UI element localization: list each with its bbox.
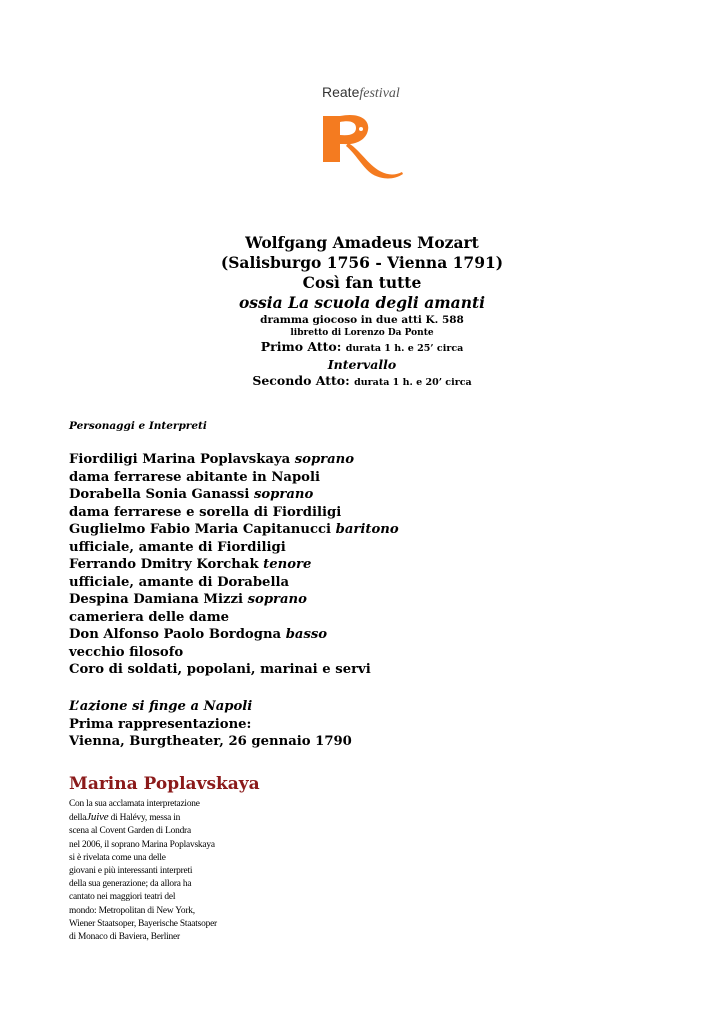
cast-name: Fiordiligi Marina Poplavskaya — [69, 452, 291, 467]
logo-dot — [359, 127, 363, 131]
bio-line: nel 2006, il soprano Marina Poplavskaya — [69, 839, 215, 850]
cast-line — [69, 504, 669, 522]
cast-name: Despina Damiana Mizzi — [69, 592, 244, 607]
premiere-info: Vienna, Burgtheater, 26 gennaio 1790 — [69, 734, 352, 749]
cast-line — [69, 539, 669, 557]
cast-line — [69, 626, 669, 644]
cast-line — [69, 451, 669, 469]
opera-subtitle: ossia La scuola degli amanti — [238, 293, 486, 312]
bio-line — [69, 811, 217, 825]
setting-place: L’azione si finge a Napoli — [69, 699, 253, 714]
composer-name: Wolfgang Amadeus Mozart — [245, 233, 479, 252]
bio-title: Marina Poplavskaya — [69, 774, 260, 794]
libretto-credit: libretto di Lorenzo Da Ponte — [290, 328, 434, 338]
bio-opera-title: Juive — [86, 811, 109, 824]
opera-title: Così fan tutte — [302, 273, 422, 292]
cast-name: Don Alfonso Paolo Bordogna — [69, 627, 282, 642]
cast-line — [69, 574, 669, 592]
bio-line: scena al Covent Garden di Londra — [69, 826, 191, 837]
setting-block — [69, 698, 352, 751]
cast-name: ufficiale, amante di Dorabella — [69, 574, 290, 590]
bio-line: della sua generazione; da allora ha — [69, 879, 192, 890]
cast-role: tenore — [263, 557, 312, 572]
cast-role: soprano — [294, 452, 355, 467]
reatefestival-logo-icon — [320, 110, 406, 180]
cast-line — [69, 469, 669, 487]
bio-line: di Monaco di Baviera, Berliner — [69, 932, 180, 943]
bio-text-fragment: della — [69, 813, 87, 824]
cast-line — [69, 486, 669, 504]
cast-line — [69, 644, 669, 662]
cast-name: ufficiale, amante di Fiordiligi — [69, 539, 286, 555]
act2-label: Secondo Atto: — [252, 373, 350, 388]
bio-text-fragment: di Halévy, messa in — [110, 813, 181, 824]
cast-line — [69, 609, 669, 627]
cast-role: baritono — [335, 522, 399, 537]
logo-bowl — [340, 115, 368, 144]
composer-dates: (Salisburgo 1756 - Vienna 1791) — [220, 253, 504, 272]
bio-line: Wiener Staatsoper, Bayerische Staatsoper — [69, 918, 217, 929]
cast-name: cameriera delle dame — [69, 609, 230, 625]
cast-role: soprano — [253, 487, 314, 502]
logo-wordmark-italic: festival — [359, 86, 400, 101]
bio-line: giovani e più interessanti interpreti — [69, 866, 193, 877]
act1-line — [0, 339, 724, 357]
cast-name: Guglielmo Fabio Maria Capitanucci — [69, 522, 332, 537]
premiere-label: Prima rappresentazione: — [69, 716, 252, 732]
act1-duration: durata 1 h. e 25’ circa — [345, 343, 464, 354]
act2-line — [0, 373, 724, 391]
cast-role: basso — [285, 627, 328, 642]
logo-leg — [346, 143, 403, 179]
act1-label: Primo Atto: — [260, 339, 342, 354]
cast-line — [69, 661, 669, 679]
cast-list — [69, 451, 669, 679]
act2-duration: durata 1 h. e 20’ circa — [354, 377, 472, 388]
title-block — [0, 233, 724, 391]
interval-label: Intervallo — [327, 357, 397, 372]
cast-heading: Personaggi e Interpreti — [69, 420, 207, 432]
cast-line — [69, 556, 669, 574]
logo-wordmark — [322, 84, 400, 102]
cast-name: Coro di soldati, popolani, marinai e servi — [69, 662, 371, 677]
opera-genre: dramma giocoso in due atti K. 588 — [260, 314, 464, 326]
cast-line — [69, 521, 669, 539]
bio-line: Con la sua acclamata interpretazione — [69, 799, 200, 809]
logo-wordmark-main: Reate — [322, 84, 360, 100]
logo-stem — [323, 116, 340, 162]
cast-role: soprano — [247, 592, 307, 607]
bio-line: mondo: Metropolitan di New York, — [69, 905, 195, 916]
cast-name: Dorabella Sonia Ganassi — [69, 487, 250, 502]
cast-name: Ferrando Dmitry Korchak — [69, 557, 259, 572]
bio-text — [69, 798, 217, 944]
cast-name: vecchio filosofo — [69, 644, 184, 660]
cast-name: dama ferrarese e sorella di Fiordiligi — [69, 504, 342, 520]
cast-line — [69, 591, 669, 609]
cast-name: dama ferrarese abitante in Napoli — [69, 469, 321, 485]
bio-line: cantato nei maggiori teatri del — [69, 892, 176, 903]
bio-line: si è rivelata come una delle — [69, 852, 166, 863]
